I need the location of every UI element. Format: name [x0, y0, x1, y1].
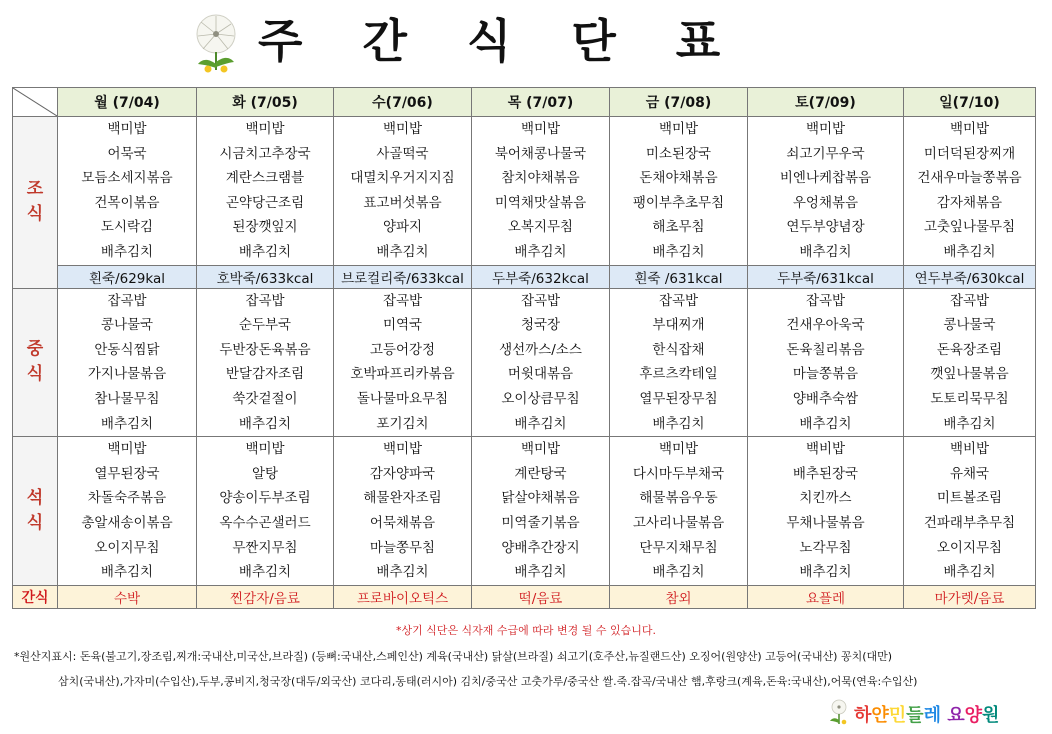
dish-item: 배추김치	[514, 564, 567, 581]
dish-item: 건파래부추무침	[923, 514, 1016, 531]
dish-item: 해물볶음우동	[639, 490, 718, 507]
dish-item: 배추김치	[238, 415, 292, 432]
dish-item: 미역채맛살볶음	[494, 194, 587, 211]
lunch-day-cell	[334, 288, 472, 437]
dish-item: 깻잎나물볶음	[930, 366, 1009, 383]
day-header: 화 (7/05)	[197, 88, 334, 117]
logo-char: 양	[964, 705, 983, 726]
dish-item: 모듬소세지볶음	[81, 170, 173, 187]
breakfast-day-cell	[197, 117, 334, 266]
dish-item: 알탕	[251, 465, 279, 482]
day-header: 금 (7/08)	[610, 88, 748, 117]
dish-item: 고춧잎나물무침	[923, 219, 1016, 236]
snack-row	[13, 585, 1036, 608]
day-header: 수(7/06)	[334, 88, 472, 117]
day-header: 목 (7/07)	[472, 88, 610, 117]
dish-item: 무채나물볶음	[786, 514, 865, 531]
dish-item: 가지나물볶음	[87, 366, 167, 383]
dish-item: 옥수수곤샐러드	[219, 514, 311, 531]
dish-item: 고등어강정	[369, 341, 436, 358]
dish-item: 오복지무침	[507, 219, 574, 236]
lunch-day-cell	[748, 288, 904, 437]
logo-char: 민	[888, 705, 907, 726]
dish-item: 양송이두부조림	[219, 490, 311, 507]
dish-item: 미소된장국	[645, 145, 712, 162]
dish-item: 우엉채볶음	[792, 194, 859, 211]
dinner-label-char: 식	[26, 512, 44, 533]
lunch-row	[13, 288, 1036, 437]
dish-item: 쇠고기무우국	[786, 145, 865, 162]
snack-cell: 수박	[58, 585, 197, 608]
dish-item: 백미밥	[805, 121, 846, 137]
dish-item: 배추김치	[943, 564, 996, 581]
dish-item: 잡곡밥	[520, 292, 561, 309]
breakfast-day-cell	[472, 117, 610, 266]
snack-cell: 마가렛/음료	[904, 585, 1036, 608]
dish-item: 백미밥	[107, 441, 147, 458]
lunch-day-cell	[58, 288, 197, 437]
dish-item: 배추김치	[514, 243, 567, 260]
dish-item: 해물완자조림	[363, 490, 442, 507]
dish-item: 백미밥	[107, 121, 147, 137]
dish-item: 잡곡밥	[805, 292, 846, 309]
porridge-cell: 흰죽 /631kcal	[610, 265, 748, 288]
porridge-cell: 흰죽/629kal	[58, 265, 197, 288]
diagonal-divider-icon	[13, 88, 57, 116]
dish-item: 배추된장국	[792, 465, 859, 482]
dish-item: 노각무침	[799, 539, 852, 556]
dinner-day-cell	[748, 437, 904, 586]
dish-item: 배추김치	[376, 564, 429, 581]
day-header-row	[13, 88, 1036, 117]
dish-item: 안동식찜닭	[94, 341, 160, 358]
snack-cell: 참외	[610, 585, 748, 608]
dish-item: 잡곡밥	[245, 292, 285, 309]
dish-item: 도시락김	[100, 219, 154, 236]
dish-item: 배추김치	[799, 564, 852, 581]
dish-item: 표고버섯볶음	[363, 194, 442, 211]
dish-item: 연두부양념장	[786, 219, 865, 236]
snack-cell: 프로바이오틱스	[334, 585, 472, 608]
lunch-day-cell	[904, 288, 1036, 437]
dish-item: 북어채콩나물국	[494, 145, 587, 162]
day-header: 일(7/10)	[904, 88, 1036, 117]
dish-item: 팽이부추초무침	[632, 194, 725, 211]
porridge-cell: 브로컬리죽/633kcal	[334, 265, 472, 288]
dish-item: 잡곡밥	[107, 292, 147, 309]
dish-item: 배추김치	[238, 564, 292, 581]
origin-line-2: 삼치(국내산),가자미(수입산),두부,콩비지,청국장(대두/외국산) 코다리,동태(러시아) 김치/중국산 고춧가루/중국산 쌀.죽.잡곡/국내산 햄,후랑크(계육,돈육:국내산),어묵(연육:수입산)	[58, 675, 918, 688]
dinner-day-cell	[472, 437, 610, 586]
dish-item: 돈채야채볶음	[639, 170, 718, 187]
dish-item: 배추김치	[799, 243, 852, 260]
dish-item: 미역국	[382, 317, 423, 334]
dish-item: 두반장돈육볶음	[219, 341, 311, 358]
dish-item: 백미밥	[520, 121, 561, 137]
dish-item: 배추김치	[943, 415, 996, 432]
dish-item: 백미밥	[382, 441, 423, 458]
breakfast-day-cell	[610, 117, 748, 266]
breakfast-day-cell	[904, 117, 1036, 266]
dish-item: 배추김치	[652, 415, 705, 432]
dish-item: 곤약당근조림	[225, 194, 305, 211]
dish-item: 포기김치	[376, 415, 429, 432]
dish-item: 배추김치	[376, 243, 429, 260]
origin-line-1: *원산지표시: 돈육(불고기,장조림,찌개:국내산,미국산,브라질) (등뼈:국내산,스페인산) 계육(국내산) 닭살(브라질) 쇠고기(호주산,뉴질랜드산) 오징어(원양산) 고등어(국내산) 꽁치(대만)	[14, 650, 893, 663]
page-title: 주 간 식 단 표	[258, 14, 743, 68]
dish-item: 잡곡밥	[949, 292, 990, 309]
dish-item: 오이지무침	[936, 539, 1003, 556]
logo-char: 들	[906, 705, 924, 726]
dish-item: 양배추숙쌈	[792, 390, 859, 407]
dish-item: 생선까스/소스	[499, 341, 582, 358]
dinner-day-cell	[197, 437, 334, 586]
facility-name	[854, 701, 999, 727]
snack-cell: 찐감자/음료	[197, 585, 334, 608]
breakfast-label-char: 조	[26, 179, 44, 200]
dish-item: 백미밥	[382, 121, 423, 137]
dish-item: 배추김치	[238, 243, 292, 260]
dinner-label	[13, 437, 58, 586]
dish-item: 단무지채무침	[639, 539, 718, 556]
notice-text: *상기 식단은 식자재 수급에 따라 변경 될 수 있습니다.	[395, 624, 657, 637]
porridge-cell: 연두부죽/630kcal	[904, 265, 1036, 288]
breakfast-day-cell	[748, 117, 904, 266]
dish-item: 백미밥	[658, 441, 699, 458]
dish-item: 백비밥	[805, 441, 846, 458]
dish-item: 백미밥	[520, 441, 561, 458]
dish-item: 오이지무침	[94, 539, 160, 556]
dish-item: 순두부국	[238, 317, 292, 334]
dish-item: 돌나물마요무침	[356, 390, 449, 407]
dish-item: 오이상큼무침	[501, 390, 580, 407]
dish-item: 다시마두부채국	[632, 465, 725, 482]
dish-item: 부대찌개	[652, 317, 705, 334]
breakfast-label	[13, 117, 58, 289]
dish-item: 도토리묵무침	[930, 390, 1009, 407]
logo-char: 하	[854, 705, 872, 726]
dish-item: 감자양파국	[369, 465, 436, 482]
dish-item: 백미밥	[245, 121, 285, 137]
dish-item: 후르츠칵테일	[639, 366, 718, 383]
dish-item: 유채국	[949, 465, 990, 482]
day-header: 토(7/09)	[748, 88, 904, 117]
dish-item: 미역줄기볶음	[501, 514, 580, 531]
porridge-cell: 두부죽/631kcal	[748, 265, 904, 288]
snack-cell: 요플레	[748, 585, 904, 608]
dish-item: 사골떡국	[376, 145, 429, 162]
lunch-label-char: 중	[26, 339, 44, 360]
dish-item: 열무된장국	[94, 465, 160, 482]
dish-item: 차돌숙주볶음	[87, 490, 167, 507]
dish-item: 어묵국	[107, 145, 147, 162]
weekly-menu-table	[12, 87, 1036, 609]
dish-item: 잡곡밥	[382, 292, 423, 309]
porridge-cell: 호박죽/633kcal	[197, 265, 334, 288]
logo-char: 원	[982, 705, 1000, 726]
snack-label: 간식	[13, 585, 58, 608]
dish-item: 돈육칠리볶음	[786, 341, 865, 358]
dish-item: 청국장	[520, 317, 561, 334]
logo-char: 요	[947, 705, 965, 726]
dish-item: 잡곡밥	[658, 292, 699, 309]
dish-item: 배추김치	[100, 415, 154, 432]
dinner-row	[13, 437, 1036, 586]
lunch-day-cell	[610, 288, 748, 437]
dish-item: 돈육장조림	[936, 341, 1003, 358]
dish-item: 호박파프리카볶음	[350, 366, 455, 383]
dish-item: 백비밥	[949, 441, 990, 458]
dish-item: 미트볼조림	[936, 490, 1003, 507]
breakfast-row	[13, 117, 1036, 266]
dinner-day-cell	[58, 437, 197, 586]
dish-item: 마늘쫑볶음	[792, 366, 859, 383]
dish-item: 닭살야채볶음	[501, 490, 580, 507]
breakfast-label-char: 식	[26, 204, 44, 225]
lunch-label	[13, 288, 58, 437]
dish-item: 배추김치	[652, 243, 705, 260]
dish-item: 콩나물국	[943, 317, 996, 334]
dish-item: 백미밥	[949, 121, 990, 137]
dish-item: 배추김치	[100, 243, 154, 260]
dish-item: 배추김치	[514, 415, 567, 432]
day-header: 월 (7/04)	[58, 88, 197, 117]
dish-item: 건새우아욱국	[786, 317, 865, 334]
dinner-label-char: 석	[26, 487, 44, 508]
dish-item: 치킨까스	[799, 490, 852, 507]
dinner-day-cell	[610, 437, 748, 586]
dish-item: 배추김치	[943, 243, 996, 260]
dish-item: 시금치고추장국	[219, 145, 311, 162]
dish-item: 계란스크램블	[225, 170, 305, 187]
facility-logo	[828, 699, 1038, 727]
dish-item: 비엔나케찹볶음	[779, 170, 872, 187]
dish-item: 배추김치	[799, 415, 852, 432]
dish-item: 대멸치우거지지짐	[350, 170, 455, 187]
dish-item: 백미밥	[245, 441, 285, 458]
dish-item: 머윗대볶음	[507, 366, 574, 383]
dandelion-logo-icon	[828, 699, 850, 725]
logo-char: 얀	[871, 705, 889, 726]
dish-item: 계란탕국	[514, 465, 567, 482]
dish-item: 참치야채볶음	[501, 170, 580, 187]
dinner-day-cell	[904, 437, 1036, 586]
lunch-day-cell	[197, 288, 334, 437]
dish-item: 배추김치	[652, 564, 705, 581]
dish-item: 양배추간장지	[501, 539, 580, 556]
dish-item: 감자채볶음	[936, 194, 1003, 211]
dandelion-icon	[188, 12, 244, 74]
dish-item: 양파지	[382, 219, 423, 236]
dish-item: 마늘쫑무침	[369, 539, 436, 556]
lunch-day-cell	[472, 288, 610, 437]
dish-item: 콩나물국	[100, 317, 154, 334]
dish-item: 총알새송이볶음	[81, 514, 173, 531]
dish-item: 해초무침	[652, 219, 705, 236]
porridge-cell: 두부죽/632kcal	[472, 265, 610, 288]
dish-item: 참나물무침	[94, 390, 160, 407]
breakfast-day-cell	[58, 117, 197, 266]
dish-item: 반달감자조림	[225, 366, 305, 383]
dish-item: 된장깻잎지	[232, 219, 298, 236]
dish-item: 한식잡채	[652, 341, 705, 358]
dish-item: 쑥갓겉절이	[232, 390, 298, 407]
lunch-label-char: 식	[26, 364, 44, 385]
title-area	[0, 0, 1052, 85]
porridge-row	[13, 265, 1036, 288]
dinner-day-cell	[334, 437, 472, 586]
dish-item: 열무된장무침	[639, 390, 718, 407]
dish-item: 건목이볶음	[94, 194, 160, 211]
dish-item: 백미밥	[658, 121, 699, 137]
breakfast-day-cell	[334, 117, 472, 266]
dish-item: 건새우마늘쫑볶음	[917, 170, 1022, 187]
corner-cell	[13, 88, 58, 117]
dish-item: 무짠지무침	[232, 539, 298, 556]
snack-cell: 떡/음료	[472, 585, 610, 608]
logo-char: 레	[923, 705, 941, 726]
dish-item: 배추김치	[100, 564, 154, 581]
dish-item: 고사리나물볶음	[632, 514, 725, 531]
dish-item: 어묵채볶음	[369, 514, 436, 531]
dish-item: 미더덕된장찌개	[923, 145, 1016, 162]
